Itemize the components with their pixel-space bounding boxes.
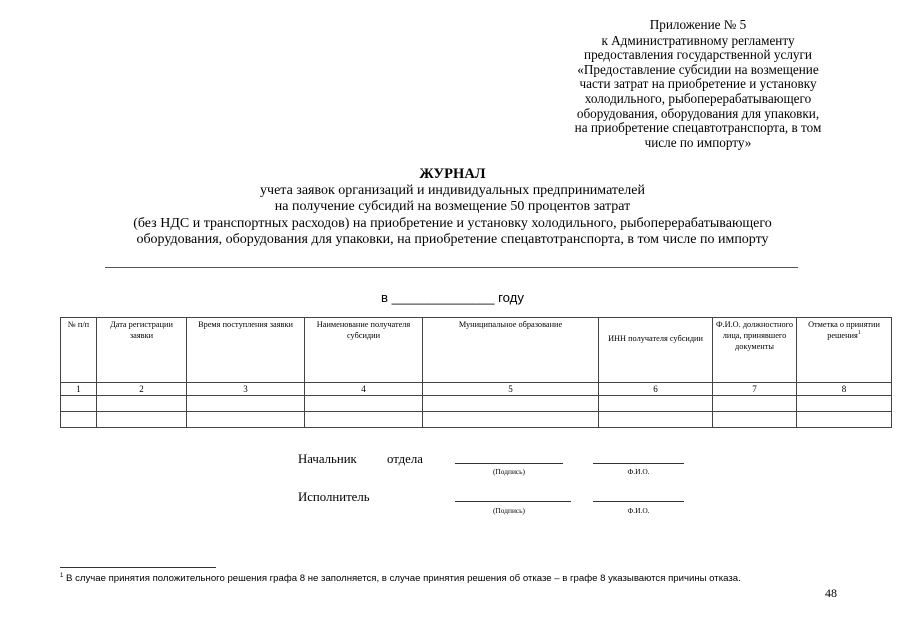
year-suffix: году bbox=[498, 290, 524, 305]
empty-cell bbox=[713, 412, 797, 428]
title-line: (без НДС и транспортных расходов) на приобретение и установку холодильного, рыбоперерабатывающего bbox=[133, 215, 772, 231]
executor-signature-caption: (Подпись) bbox=[492, 506, 526, 515]
empty-cell bbox=[97, 412, 187, 428]
table-number-row bbox=[61, 383, 892, 396]
footnote-ref: 1 bbox=[857, 330, 861, 337]
title-line: на получение субсидий на возмещение 50 процентов затрат bbox=[274, 199, 631, 215]
empty-cell bbox=[61, 396, 97, 412]
executor-label: Исполнитель bbox=[298, 490, 370, 504]
header-cell: Ф.И.О. должностного лица, принявшего документы bbox=[713, 318, 797, 383]
empty-cell bbox=[187, 396, 305, 412]
empty-cell bbox=[187, 412, 305, 428]
appendix-line: на приобретение спецавтотранспорта, в том bbox=[574, 120, 822, 136]
number-cell: 5 bbox=[423, 383, 599, 396]
header-cell: Дата регистрации заявки bbox=[97, 318, 187, 383]
empty-cell bbox=[423, 412, 599, 428]
appendix-line: к Административному регламенту bbox=[601, 32, 795, 48]
table-header-row bbox=[61, 318, 892, 383]
number-cell: 1 bbox=[61, 383, 97, 396]
chief-signature-line bbox=[455, 463, 563, 464]
journal-table bbox=[60, 317, 892, 428]
chief-name-caption: Ф.И.О. bbox=[627, 467, 650, 476]
year-line bbox=[60, 290, 845, 305]
executor-signature-line bbox=[455, 501, 571, 502]
year-prefix: в bbox=[381, 290, 389, 305]
header-cell: № п/п bbox=[61, 318, 97, 383]
appendix-block bbox=[548, 18, 848, 150]
appendix-line: числе по импорту» bbox=[644, 134, 752, 150]
chief-name-line bbox=[593, 463, 684, 464]
page-number: 48 bbox=[825, 586, 837, 600]
empty-cell bbox=[797, 412, 892, 428]
chief-signature-caption: (Подпись) bbox=[492, 467, 526, 476]
footnote-mark: 1 bbox=[60, 572, 64, 579]
title-line: учета заявок организаций и индивидуальных предпринимателей bbox=[260, 182, 645, 198]
footnote-text: В случае принятия положительного решения графа 8 не заполняется, в случае принятия решения об отказе – в графе 8 указываются причины отказа. bbox=[66, 573, 741, 584]
appendix-line: холодильного, рыбоперерабатывающего bbox=[584, 90, 812, 106]
number-cell: 4 bbox=[305, 383, 423, 396]
header-cell: Время поступления заявки bbox=[187, 318, 305, 383]
empty-cell bbox=[305, 396, 423, 412]
title-divider bbox=[105, 267, 798, 268]
footnote-divider bbox=[60, 567, 216, 568]
executor-name-line bbox=[593, 501, 684, 502]
number-cell: 3 bbox=[187, 383, 305, 396]
footnote bbox=[60, 573, 860, 584]
appendix-number: Приложение № 5 bbox=[649, 17, 747, 32]
empty-cell bbox=[599, 396, 713, 412]
number-cell: 2 bbox=[97, 383, 187, 396]
empty-cell bbox=[713, 396, 797, 412]
header-cell: ИНН получателя субсидии bbox=[599, 318, 713, 383]
number-cell: 8 bbox=[797, 383, 892, 396]
empty-cell bbox=[423, 396, 599, 412]
appendix-line: предоставления государственной услуги bbox=[584, 47, 812, 63]
dept-label: отдела bbox=[387, 452, 423, 466]
title-line: оборудования, оборудования для упаковки, на приобретение спецавтотранспорта, в том числе по импорту bbox=[136, 232, 769, 248]
number-cell: 6 bbox=[599, 383, 713, 396]
appendix-line: оборудования, оборудования для упаковки, bbox=[576, 105, 820, 121]
appendix-line: «Предоставление субсидии на возмещение bbox=[577, 61, 819, 77]
chief-label: Начальник bbox=[298, 452, 357, 466]
executor-name-caption: Ф.И.О. bbox=[627, 506, 650, 515]
table-row bbox=[61, 396, 892, 412]
journal-heading: ЖУРНАЛ bbox=[419, 166, 486, 182]
empty-cell bbox=[61, 412, 97, 428]
empty-cell bbox=[797, 396, 892, 412]
empty-cell bbox=[97, 396, 187, 412]
table-row bbox=[61, 412, 892, 428]
year-blank: ______________ bbox=[391, 290, 495, 305]
empty-cell bbox=[305, 412, 423, 428]
number-cell: 7 bbox=[713, 383, 797, 396]
header-cell: Наименование получателя субсидии bbox=[305, 318, 423, 383]
journal-title bbox=[60, 166, 845, 249]
header-cell: Отметка о принятии решения$^1$ bbox=[797, 318, 892, 383]
empty-cell bbox=[599, 412, 713, 428]
header-cell: Муниципальное образование bbox=[423, 318, 599, 383]
appendix-line: части затрат на приобретение и установку bbox=[579, 76, 817, 92]
